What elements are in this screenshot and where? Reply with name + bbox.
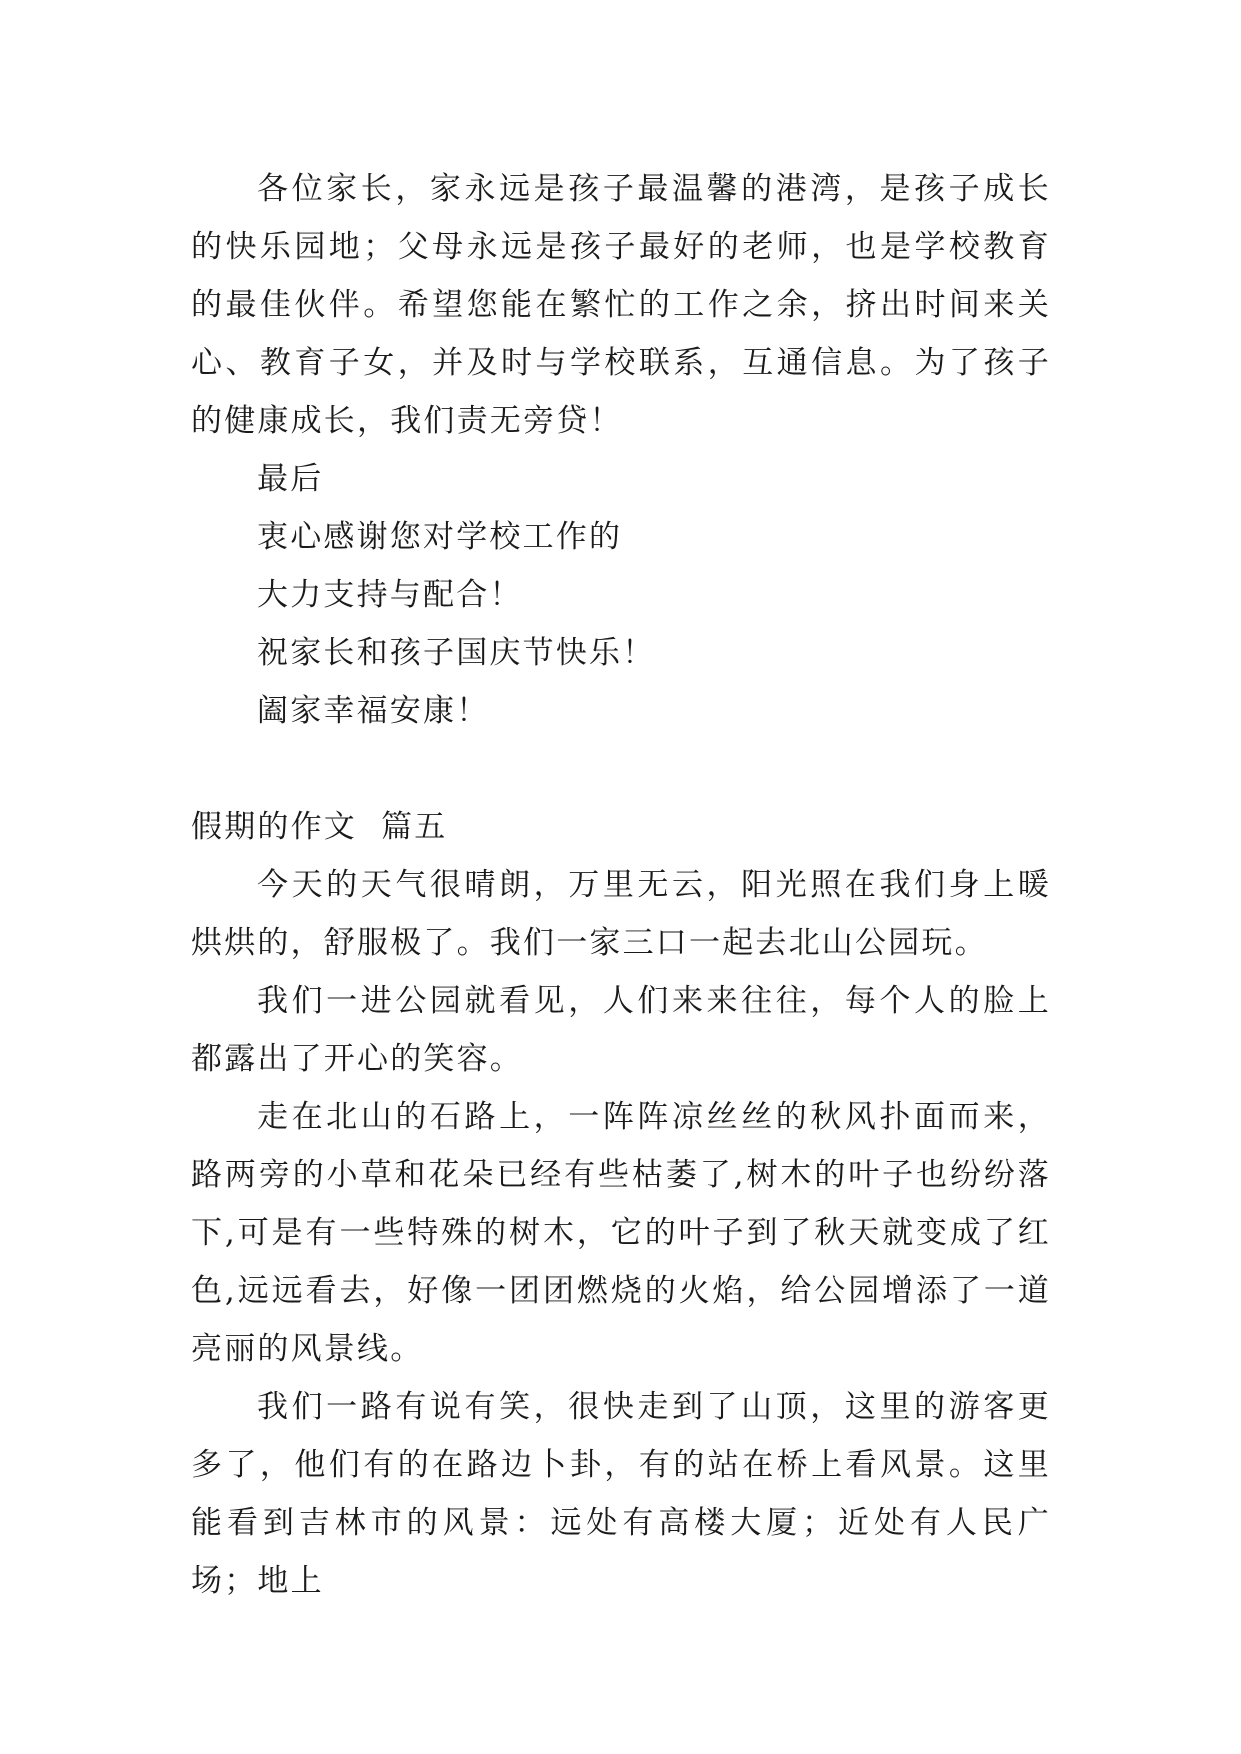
essay-heading: 假期的作文 篇五 [191, 809, 448, 845]
section-spacer [191, 740, 1051, 798]
essay-paragraph-autumn-trees: 走在北山的石路上，一阵阵凉丝丝的秋风扑面而来，路两旁的小草和花朵已经有些枯萎了,树木的叶子也纷纷落下,可是有一些特殊的树木，它的叶子到了秋天就变成了红色,远远看去，好像一团团燃烧的火焰，给公园增添了一道亮丽的风景线。 [191, 1099, 1051, 1367]
closing-line-support: 大力支持与配合！ [257, 577, 523, 613]
essay-paragraph-park-entrance: 我们一进公园就看见，人们来来往往，每个人的脸上都露出了开心的笑容。 [191, 983, 1051, 1077]
parent-letter-paragraph: 各位家长，家永远是孩子最温馨的港湾，是孩子成长的快乐园地；父母永远是孩子最好的老师，也是学校教育的最佳伙伴。希望您能在繁忙的工作之余，挤出时间来关心、教育子女，并及时与学校联系，互通信息。为了孩子的健康成长，我们责无旁贷！ [191, 171, 1051, 439]
closing-line-family-wishes: 阖家幸福安康！ [257, 693, 490, 729]
document-body [191, 160, 1051, 1610]
closing-line-finally: 最后 [257, 461, 324, 497]
essay-paragraph-mountain-top: 我们一路有说有笑，很快走到了山顶，这里的游客更多了，他们有的在路边卜卦，有的站在桥上看风景。这里能看到吉林市的风景：远处有高楼大厦；近处有人民广场；地上 [191, 1389, 1051, 1599]
closing-line-national-day: 祝家长和孩子国庆节快乐！ [257, 635, 656, 671]
closing-line-thanks: 衷心感谢您对学校工作的 [257, 519, 623, 555]
essay-paragraph-weather: 今天的天气很晴朗，万里无云，阳光照在我们身上暖烘烘的，舒服极了。我们一家三口一起去北山公园玩。 [191, 867, 1051, 961]
